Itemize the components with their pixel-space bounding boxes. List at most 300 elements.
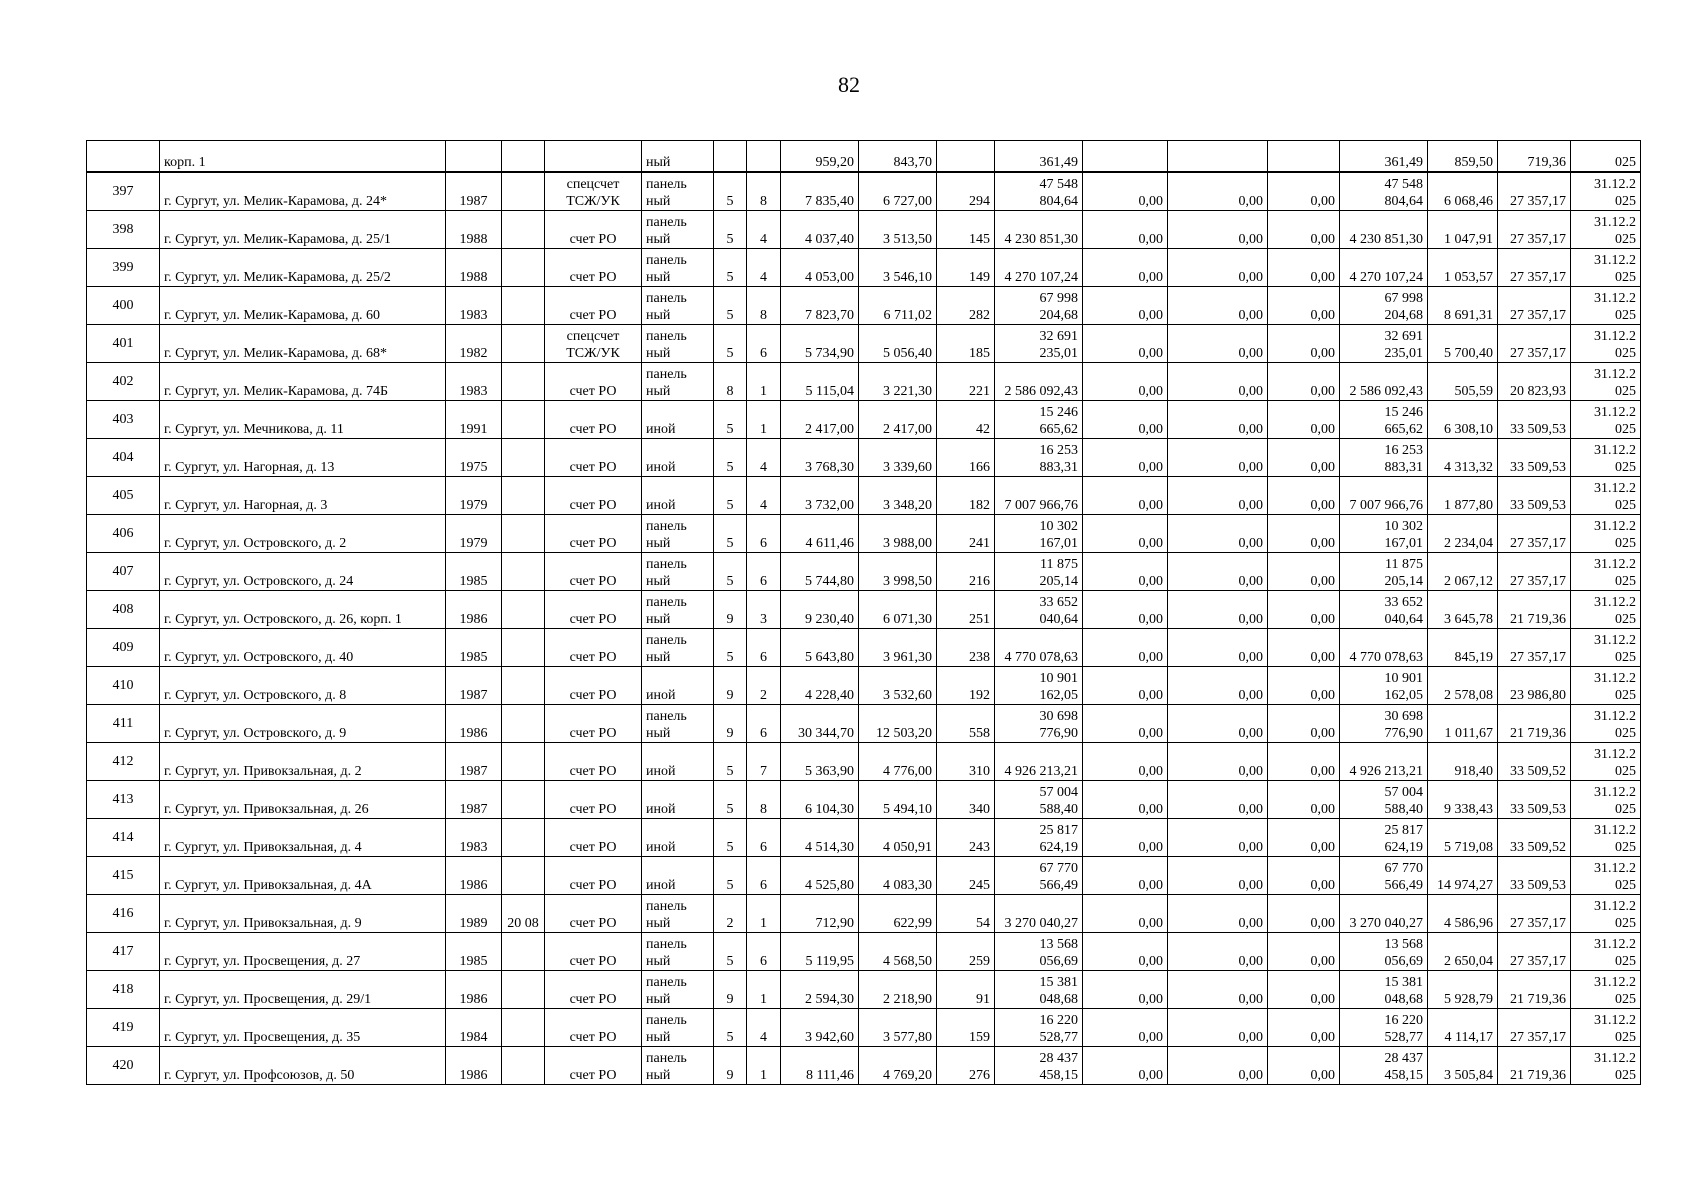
living-area-cell: 3 577,80	[859, 1009, 937, 1047]
total-cost-cell: 4 230 851,30	[1340, 211, 1428, 249]
living-area-cell: 6 071,30	[859, 591, 937, 629]
wall-material-cell: панель ный	[642, 895, 714, 933]
table-row	[87, 401, 1641, 439]
row-number: 419	[87, 1009, 160, 1047]
cost-limit-cell: 27 357,17	[1498, 629, 1571, 667]
cost-per-m2-cell: 505,59	[1428, 363, 1498, 401]
table-row	[87, 971, 1641, 1009]
table-row	[87, 553, 1641, 591]
fund-account-cell: счет РО	[545, 287, 642, 325]
floors-cell: 5	[714, 249, 747, 287]
planned-date-cell: 31.12.2 025	[1571, 249, 1641, 287]
entrances-cell: 4	[747, 249, 781, 287]
cost-limit-cell: 27 357,17	[1498, 933, 1571, 971]
floors-cell: 5	[714, 743, 747, 781]
row-number: 416	[87, 895, 160, 933]
planned-date-cell: 31.12.2 025	[1571, 743, 1641, 781]
wall-material-cell: иной	[642, 857, 714, 895]
table-row	[87, 363, 1641, 401]
cost-per-m2-cell: 1 047,91	[1428, 211, 1498, 249]
cost-cell: 32 691 235,01	[995, 325, 1083, 363]
living-area-cell: 3 546,10	[859, 249, 937, 287]
funding-source-3-cell: 0,00	[1268, 705, 1340, 743]
total-cost-cell: 11 875 205,14	[1340, 553, 1428, 591]
entrances-cell: 4	[747, 439, 781, 477]
funding-source-2-cell: 0,00	[1168, 819, 1268, 857]
floors-cell: 9	[714, 1047, 747, 1085]
row-number: 404	[87, 439, 160, 477]
address-cell: г. Сургут, ул. Мелик-Карамова, д. 60	[160, 287, 446, 325]
residents-cell: 192	[937, 667, 995, 705]
floors-cell: 9	[714, 591, 747, 629]
address-cell: г. Сургут, ул. Островского, д. 24	[160, 553, 446, 591]
table-row	[87, 439, 1641, 477]
cost-cell: 2 586 092,43	[995, 363, 1083, 401]
wall-material-cell: иной	[642, 439, 714, 477]
planned-date-cell: 31.12.2 025	[1571, 325, 1641, 363]
row-number: 397	[87, 172, 160, 211]
living-area-cell: 6 727,00	[859, 172, 937, 211]
planned-date-cell: 31.12.2 025	[1571, 287, 1641, 325]
total-cost-cell: 4 270 107,24	[1340, 249, 1428, 287]
wall-material-cell: панель ный	[642, 211, 714, 249]
table-row	[87, 629, 1641, 667]
funding-source-3-cell: 0,00	[1268, 439, 1340, 477]
row-number: 410	[87, 667, 160, 705]
living-area-cell: 3 532,60	[859, 667, 937, 705]
table-row	[87, 781, 1641, 819]
funding-source-2-cell: 0,00	[1168, 553, 1268, 591]
wall-material-cell: панель ный	[642, 1009, 714, 1047]
funding-source-3-cell: 0,00	[1268, 553, 1340, 591]
entrances-cell: 1	[747, 971, 781, 1009]
wall-material-cell: панель ный	[642, 629, 714, 667]
total-area-cell: 4 611,46	[781, 515, 859, 553]
total-area-cell: 959,20	[781, 141, 859, 173]
cost-limit-cell: 20 823,93	[1498, 363, 1571, 401]
cost-limit-cell: 27 357,17	[1498, 211, 1571, 249]
year-renovated-cell	[502, 629, 545, 667]
funding-source-1-cell: 0,00	[1083, 781, 1168, 819]
funding-source-2-cell: 0,00	[1168, 439, 1268, 477]
total-cost-cell: 30 698 776,90	[1340, 705, 1428, 743]
address-cell: г. Сургут, ул. Привокзальная, д. 4	[160, 819, 446, 857]
funding-source-1-cell: 0,00	[1083, 705, 1168, 743]
planned-date-cell: 31.12.2 025	[1571, 172, 1641, 211]
table-row	[87, 172, 1641, 211]
row-number: 412	[87, 743, 160, 781]
planned-date-cell: 31.12.2 025	[1571, 781, 1641, 819]
row-number: 399	[87, 249, 160, 287]
year-renovated-cell	[502, 933, 545, 971]
floors-cell: 9	[714, 705, 747, 743]
residents-cell: 182	[937, 477, 995, 515]
funding-source-2-cell: 0,00	[1168, 933, 1268, 971]
wall-material-cell: панель ный	[642, 287, 714, 325]
living-area-cell: 3 961,30	[859, 629, 937, 667]
wall-material-cell: панель ный	[642, 325, 714, 363]
address-cell: г. Сургут, ул. Мелик-Карамова, д. 25/1	[160, 211, 446, 249]
fund-account-cell: счет РО	[545, 629, 642, 667]
total-area-cell: 5 363,90	[781, 743, 859, 781]
total-cost-cell: 25 817 624,19	[1340, 819, 1428, 857]
living-area-cell: 4 050,91	[859, 819, 937, 857]
funding-source-1-cell: 0,00	[1083, 249, 1168, 287]
year-built-cell: 1987	[446, 667, 502, 705]
floors-cell: 5	[714, 477, 747, 515]
year-renovated-cell	[502, 743, 545, 781]
total-cost-cell: 16 253 883,31	[1340, 439, 1428, 477]
year-built-cell: 1985	[446, 629, 502, 667]
total-cost-cell: 3 270 040,27	[1340, 895, 1428, 933]
floors-cell: 5	[714, 553, 747, 591]
cost-cell: 15 246 665,62	[995, 401, 1083, 439]
year-built-cell: 1986	[446, 591, 502, 629]
funding-source-1-cell: 0,00	[1083, 477, 1168, 515]
total-cost-cell: 16 220 528,77	[1340, 1009, 1428, 1047]
year-built-cell: 1986	[446, 705, 502, 743]
total-area-cell: 4 514,30	[781, 819, 859, 857]
planned-date-cell: 31.12.2 025	[1571, 1009, 1641, 1047]
funding-source-1-cell: 0,00	[1083, 743, 1168, 781]
total-cost-cell: 4 926 213,21	[1340, 743, 1428, 781]
address-cell: г. Сургут, ул. Привокзальная, д. 26	[160, 781, 446, 819]
funding-source-3-cell: 0,00	[1268, 667, 1340, 705]
living-area-cell: 2 417,00	[859, 401, 937, 439]
table-row	[87, 1047, 1641, 1085]
year-built-cell: 1988	[446, 249, 502, 287]
wall-material-cell: ный	[642, 141, 714, 173]
cost-limit-cell: 21 719,36	[1498, 971, 1571, 1009]
year-renovated-cell	[502, 287, 545, 325]
funding-source-2-cell: 0,00	[1168, 591, 1268, 629]
planned-date-cell: 31.12.2 025	[1571, 553, 1641, 591]
cost-per-m2-cell: 2 650,04	[1428, 933, 1498, 971]
entrances-cell: 6	[747, 629, 781, 667]
funding-source-2-cell: 0,00	[1168, 1047, 1268, 1085]
funding-source-1-cell: 0,00	[1083, 1009, 1168, 1047]
fund-account-cell: спецсчет ТСЖ/УК	[545, 172, 642, 211]
funding-source-1-cell: 0,00	[1083, 553, 1168, 591]
wall-material-cell: панель ный	[642, 705, 714, 743]
year-built-cell: 1985	[446, 933, 502, 971]
funding-source-3-cell: 0,00	[1268, 249, 1340, 287]
fund-account-cell: счет РО	[545, 667, 642, 705]
address-cell: г. Сургут, ул. Привокзальная, д. 2	[160, 743, 446, 781]
funding-source-3-cell: 0,00	[1268, 287, 1340, 325]
fund-account-cell: счет РО	[545, 743, 642, 781]
living-area-cell: 6 711,02	[859, 287, 937, 325]
residents-cell: 185	[937, 325, 995, 363]
cost-limit-cell: 33 509,53	[1498, 477, 1571, 515]
residents-cell: 243	[937, 819, 995, 857]
funding-source-3-cell: 0,00	[1268, 401, 1340, 439]
cost-per-m2-cell: 8 691,31	[1428, 287, 1498, 325]
entrances-cell: 4	[747, 211, 781, 249]
fund-account-cell: счет РО	[545, 591, 642, 629]
year-built-cell: 1983	[446, 819, 502, 857]
residents-cell: 558	[937, 705, 995, 743]
cost-per-m2-cell: 2 067,12	[1428, 553, 1498, 591]
floors-cell: 2	[714, 895, 747, 933]
funding-source-1-cell: 0,00	[1083, 819, 1168, 857]
table-row	[87, 857, 1641, 895]
cost-limit-cell: 27 357,17	[1498, 895, 1571, 933]
funding-source-1-cell: 0,00	[1083, 363, 1168, 401]
cost-per-m2-cell: 1 011,67	[1428, 705, 1498, 743]
cost-limit-cell: 33 509,52	[1498, 743, 1571, 781]
cost-limit-cell: 33 509,52	[1498, 819, 1571, 857]
year-renovated-cell: 20 08	[502, 895, 545, 933]
year-renovated-cell	[502, 325, 545, 363]
year-built-cell: 1986	[446, 971, 502, 1009]
wall-material-cell: иной	[642, 743, 714, 781]
year-built-cell	[446, 141, 502, 173]
floors-cell: 9	[714, 971, 747, 1009]
planned-date-cell: 31.12.2 025	[1571, 363, 1641, 401]
table-row	[87, 743, 1641, 781]
address-cell: г. Сургут, ул. Профсоюзов, д. 50	[160, 1047, 446, 1085]
address-cell: корп. 1	[160, 141, 446, 173]
residents-cell: 310	[937, 743, 995, 781]
table-row	[87, 477, 1641, 515]
planned-date-cell: 31.12.2 025	[1571, 629, 1641, 667]
funding-source-3-cell: 0,00	[1268, 1009, 1340, 1047]
row-number: 405	[87, 477, 160, 515]
funding-source-2-cell: 0,00	[1168, 743, 1268, 781]
residents-cell: 282	[937, 287, 995, 325]
funding-source-2-cell: 0,00	[1168, 515, 1268, 553]
year-built-cell: 1987	[446, 781, 502, 819]
residents-cell: 238	[937, 629, 995, 667]
year-built-cell: 1982	[446, 325, 502, 363]
cost-per-m2-cell: 5 700,40	[1428, 325, 1498, 363]
total-cost-cell: 10 901 162,05	[1340, 667, 1428, 705]
entrances-cell: 6	[747, 515, 781, 553]
entrances-cell: 6	[747, 705, 781, 743]
living-area-cell: 4 083,30	[859, 857, 937, 895]
cost-cell: 47 548 804,64	[995, 172, 1083, 211]
table-row	[87, 895, 1641, 933]
fund-account-cell: счет РО	[545, 819, 642, 857]
residents-cell: 216	[937, 553, 995, 591]
year-built-cell: 1979	[446, 477, 502, 515]
floors-cell: 8	[714, 363, 747, 401]
row-number: 398	[87, 211, 160, 249]
year-renovated-cell	[502, 591, 545, 629]
year-built-cell: 1984	[446, 1009, 502, 1047]
funding-source-2-cell: 0,00	[1168, 667, 1268, 705]
planned-date-cell: 31.12.2 025	[1571, 667, 1641, 705]
fund-account-cell: счет РО	[545, 857, 642, 895]
cost-limit-cell: 23 986,80	[1498, 667, 1571, 705]
living-area-cell: 4 769,20	[859, 1047, 937, 1085]
total-cost-cell: 13 568 056,69	[1340, 933, 1428, 971]
address-cell: г. Сургут, ул. Островского, д. 26, корп. 1	[160, 591, 446, 629]
cost-per-m2-cell: 859,50	[1428, 141, 1498, 173]
fund-account-cell: счет РО	[545, 1009, 642, 1047]
cost-limit-cell: 33 509,53	[1498, 781, 1571, 819]
entrances-cell: 1	[747, 363, 781, 401]
cost-cell: 13 568 056,69	[995, 933, 1083, 971]
funding-source-2-cell: 0,00	[1168, 629, 1268, 667]
year-built-cell: 1983	[446, 287, 502, 325]
residents-cell: 145	[937, 211, 995, 249]
cost-per-m2-cell: 9 338,43	[1428, 781, 1498, 819]
fund-account-cell: счет РО	[545, 705, 642, 743]
funding-source-3-cell: 0,00	[1268, 477, 1340, 515]
year-renovated-cell	[502, 971, 545, 1009]
page-number: 82	[838, 72, 860, 97]
fund-account-cell: счет РО	[545, 933, 642, 971]
total-area-cell: 4 525,80	[781, 857, 859, 895]
table-row	[87, 287, 1641, 325]
row-number: 400	[87, 287, 160, 325]
year-renovated-cell	[502, 667, 545, 705]
address-cell: г. Сургут, ул. Привокзальная, д. 4А	[160, 857, 446, 895]
year-renovated-cell	[502, 211, 545, 249]
fund-account-cell: счет РО	[545, 971, 642, 1009]
cost-per-m2-cell: 918,40	[1428, 743, 1498, 781]
table-row	[87, 591, 1641, 629]
year-renovated-cell	[502, 172, 545, 211]
year-built-cell: 1983	[446, 363, 502, 401]
living-area-cell: 5 056,40	[859, 325, 937, 363]
table-row	[87, 819, 1641, 857]
funding-source-3-cell: 0,00	[1268, 819, 1340, 857]
year-renovated-cell	[502, 363, 545, 401]
planned-date-cell: 31.12.2 025	[1571, 515, 1641, 553]
cost-per-m2-cell: 845,19	[1428, 629, 1498, 667]
cost-per-m2-cell: 1 877,80	[1428, 477, 1498, 515]
planned-date-cell: 025	[1571, 141, 1641, 173]
planned-date-cell: 31.12.2 025	[1571, 1047, 1641, 1085]
cost-limit-cell: 21 719,36	[1498, 591, 1571, 629]
funding-source-3-cell: 0,00	[1268, 743, 1340, 781]
total-area-cell: 5 734,90	[781, 325, 859, 363]
planned-date-cell: 31.12.2 025	[1571, 819, 1641, 857]
floors-cell: 5	[714, 933, 747, 971]
cost-per-m2-cell: 6 068,46	[1428, 172, 1498, 211]
cost-cell: 33 652 040,64	[995, 591, 1083, 629]
funding-source-3-cell	[1268, 141, 1340, 173]
total-cost-cell: 28 437 458,15	[1340, 1047, 1428, 1085]
planned-date-cell: 31.12.2 025	[1571, 895, 1641, 933]
living-area-cell: 3 339,60	[859, 439, 937, 477]
cost-cell: 25 817 624,19	[995, 819, 1083, 857]
cost-per-m2-cell: 2 578,08	[1428, 667, 1498, 705]
year-built-cell: 1991	[446, 401, 502, 439]
cost-cell: 361,49	[995, 141, 1083, 173]
row-number: 401	[87, 325, 160, 363]
living-area-cell: 4 776,00	[859, 743, 937, 781]
wall-material-cell: панель ный	[642, 591, 714, 629]
cost-limit-cell: 27 357,17	[1498, 287, 1571, 325]
fund-account-cell: счет РО	[545, 1047, 642, 1085]
floors-cell: 5	[714, 325, 747, 363]
living-area-cell: 2 218,90	[859, 971, 937, 1009]
address-cell: г. Сургут, ул. Мелик-Карамова, д. 24*	[160, 172, 446, 211]
entrances-cell: 6	[747, 553, 781, 591]
funding-source-3-cell: 0,00	[1268, 781, 1340, 819]
planned-date-cell: 31.12.2 025	[1571, 705, 1641, 743]
address-cell: г. Сургут, ул. Островского, д. 40	[160, 629, 446, 667]
year-built-cell: 1986	[446, 1047, 502, 1085]
planned-date-cell: 31.12.2 025	[1571, 439, 1641, 477]
total-area-cell: 3 942,60	[781, 1009, 859, 1047]
residents-cell: 42	[937, 401, 995, 439]
address-cell: г. Сургут, ул. Нагорная, д. 13	[160, 439, 446, 477]
total-area-cell: 712,90	[781, 895, 859, 933]
funding-source-1-cell: 0,00	[1083, 895, 1168, 933]
floors-cell: 5	[714, 172, 747, 211]
cost-cell: 4 270 107,24	[995, 249, 1083, 287]
cost-limit-cell: 27 357,17	[1498, 325, 1571, 363]
row-number: 413	[87, 781, 160, 819]
cost-per-m2-cell: 4 586,96	[1428, 895, 1498, 933]
year-built-cell: 1986	[446, 857, 502, 895]
cost-per-m2-cell: 5 719,08	[1428, 819, 1498, 857]
cost-per-m2-cell: 2 234,04	[1428, 515, 1498, 553]
floors-cell: 5	[714, 1009, 747, 1047]
year-built-cell: 1987	[446, 172, 502, 211]
cost-limit-cell: 27 357,17	[1498, 515, 1571, 553]
cost-limit-cell: 27 357,17	[1498, 553, 1571, 591]
total-area-cell: 6 104,30	[781, 781, 859, 819]
address-cell: г. Сургут, ул. Островского, д. 9	[160, 705, 446, 743]
cost-per-m2-cell: 3 505,84	[1428, 1047, 1498, 1085]
funding-source-3-cell: 0,00	[1268, 591, 1340, 629]
cost-per-m2-cell: 3 645,78	[1428, 591, 1498, 629]
fund-account-cell	[545, 141, 642, 173]
cost-cell: 4 230 851,30	[995, 211, 1083, 249]
total-cost-cell: 57 004 588,40	[1340, 781, 1428, 819]
registry-body	[87, 141, 1641, 1085]
year-renovated-cell	[502, 401, 545, 439]
residents-cell: 159	[937, 1009, 995, 1047]
cost-limit-cell: 27 357,17	[1498, 172, 1571, 211]
funding-source-1-cell: 0,00	[1083, 211, 1168, 249]
cost-per-m2-cell: 5 928,79	[1428, 971, 1498, 1009]
fund-account-cell: счет РО	[545, 401, 642, 439]
living-area-cell: 5 494,10	[859, 781, 937, 819]
residents-cell: 245	[937, 857, 995, 895]
total-area-cell: 4 037,40	[781, 211, 859, 249]
wall-material-cell: панель ный	[642, 1047, 714, 1085]
funding-source-2-cell	[1168, 141, 1268, 173]
row-number: 403	[87, 401, 160, 439]
cost-cell: 11 875 205,14	[995, 553, 1083, 591]
total-area-cell: 5 119,95	[781, 933, 859, 971]
cost-limit-cell: 21 719,36	[1498, 705, 1571, 743]
cost-cell: 3 270 040,27	[995, 895, 1083, 933]
total-cost-cell: 67 770 566,49	[1340, 857, 1428, 895]
year-renovated-cell	[502, 439, 545, 477]
floors-cell: 5	[714, 857, 747, 895]
address-cell: г. Сургут, ул. Просвещения, д. 35	[160, 1009, 446, 1047]
address-cell: г. Сургут, ул. Мелик-Карамова, д. 68*	[160, 325, 446, 363]
cost-cell: 10 901 162,05	[995, 667, 1083, 705]
residents-cell: 91	[937, 971, 995, 1009]
floors-cell: 5	[714, 819, 747, 857]
funding-source-3-cell: 0,00	[1268, 971, 1340, 1009]
residents-cell: 241	[937, 515, 995, 553]
entrances-cell: 2	[747, 667, 781, 705]
year-renovated-cell	[502, 477, 545, 515]
year-built-cell: 1985	[446, 553, 502, 591]
table-row	[87, 515, 1641, 553]
total-area-cell: 9 230,40	[781, 591, 859, 629]
